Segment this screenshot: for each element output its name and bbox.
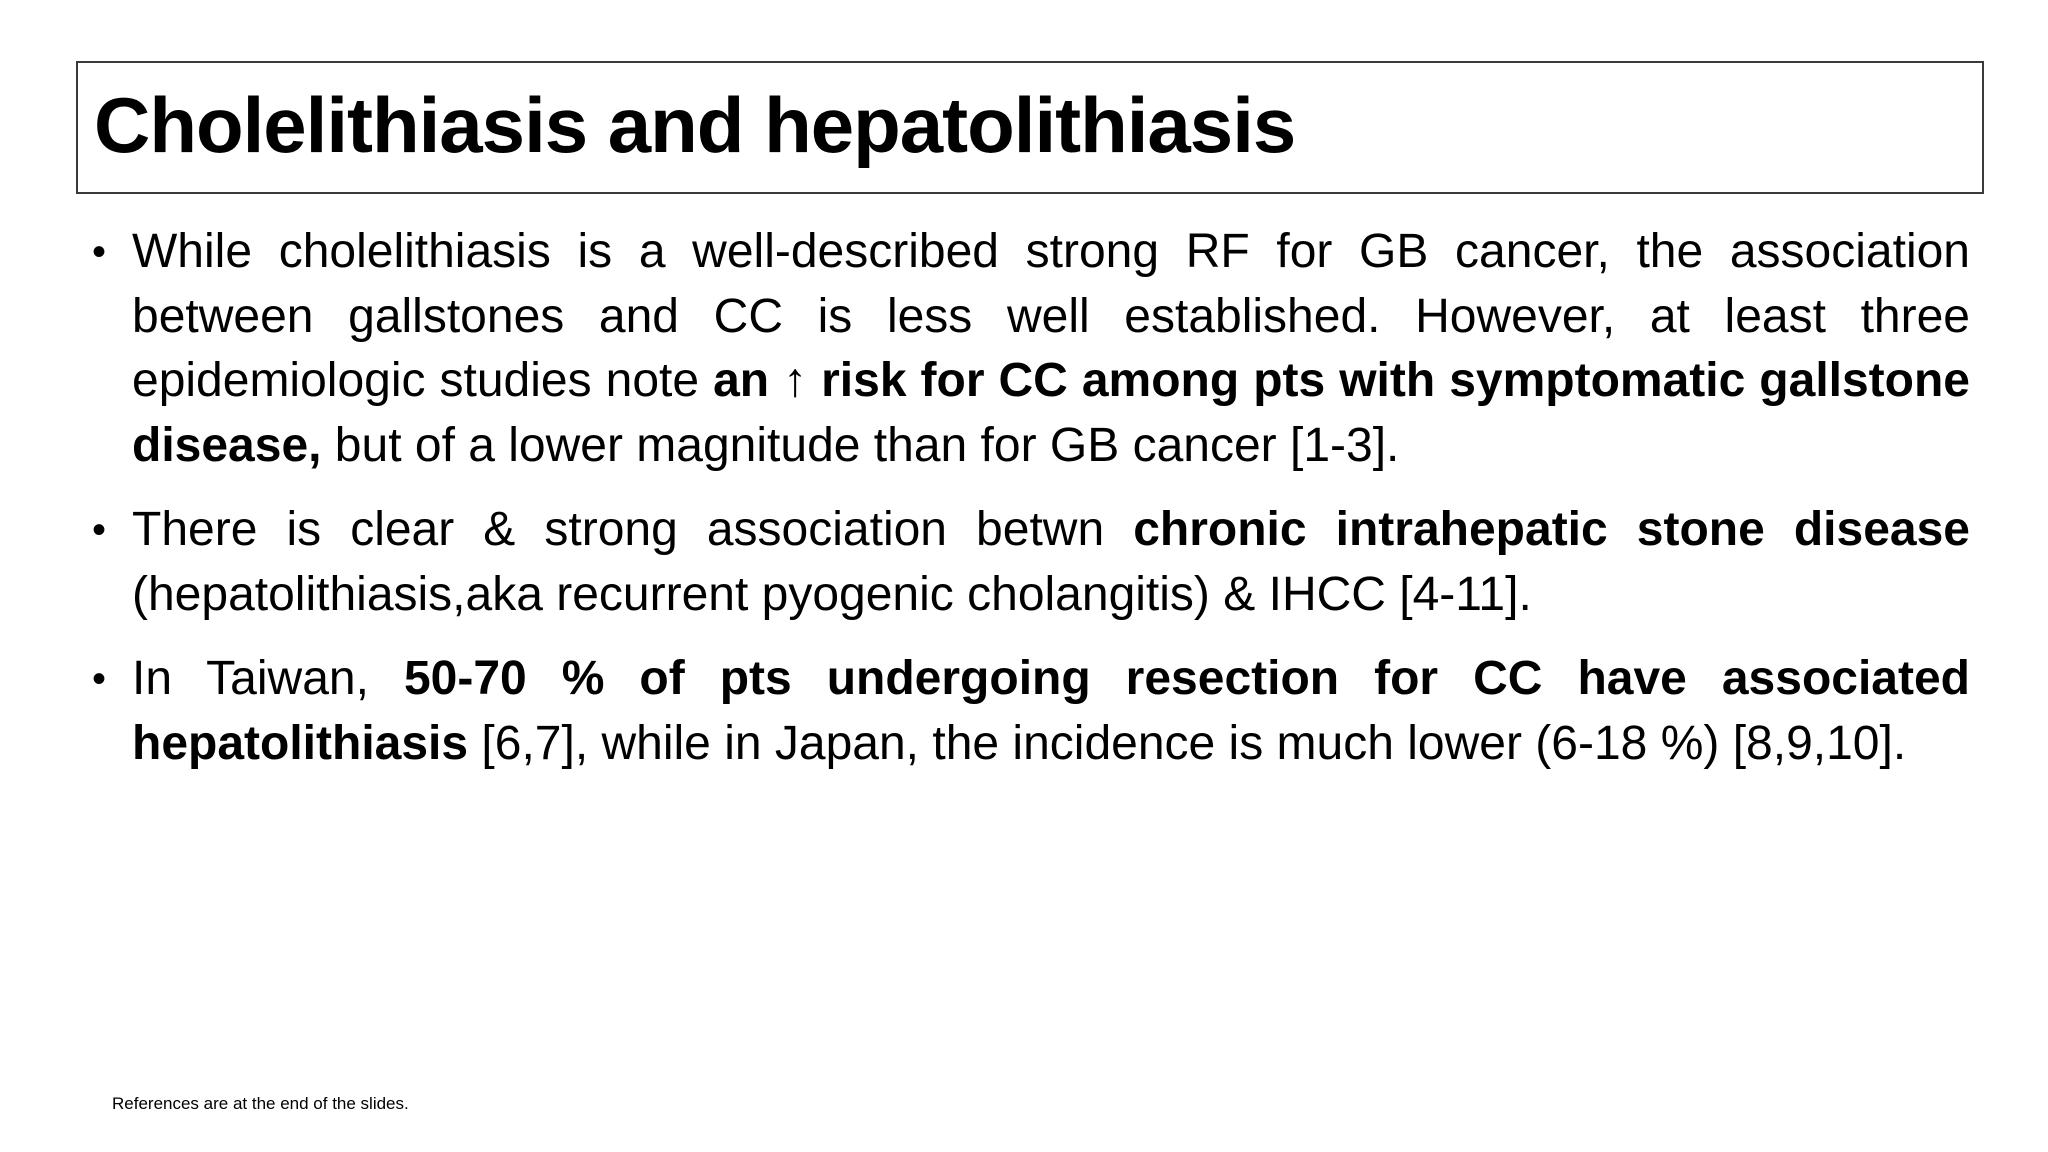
bullet-dot-icon: •	[92, 230, 107, 274]
bullet-segment: While cholelithiasis is a well-described strong RF for GB cancer, the association between gallstones and CC is less well established. However, at least three epidemiologic studies note	[132, 225, 1970, 407]
bullet-segment-bold: an ↑ risk for CC among pts with symptomatic gallstone disease,	[132, 354, 1971, 472]
bullet-segment: In Taiwan,	[132, 652, 404, 705]
bullet-list	[90, 220, 1970, 796]
footnote: References are at the end of the slides.	[112, 1094, 409, 1113]
bullet-segment: (hepatolithiasis,aka recurrent pyogenic cholangitis) & IHCC [4-11].	[132, 567, 1532, 621]
bullet-item	[90, 647, 1970, 776]
slide-title: Cholelithiasis and hepatolithiasis	[94, 81, 1296, 169]
bullet-text	[132, 652, 1970, 770]
bullet-segment: but of a lower magnitude than for GB cancer [1-3].	[321, 418, 1400, 472]
bullet-text	[132, 225, 1970, 472]
bullet-dot-icon: •	[92, 657, 107, 701]
bullet-dot-icon: •	[92, 508, 107, 552]
bullet-segment: [6,7], while in Japan, the incidence is much lower (6-18 %) [8,9,10].	[468, 716, 1907, 770]
bullet-segment-bold: chronic intrahepatic stone disease	[1133, 503, 1970, 556]
bullet-item	[90, 220, 1970, 478]
title-box	[76, 61, 1984, 194]
bullet-item	[90, 498, 1970, 627]
bullet-segment: There is clear & strong association betwn	[132, 503, 1134, 556]
bullet-text	[132, 503, 1970, 621]
bullet-segment-bold: 50-70 % of pts undergoing resection for CC have associated hepatolithiasis	[132, 652, 1970, 770]
